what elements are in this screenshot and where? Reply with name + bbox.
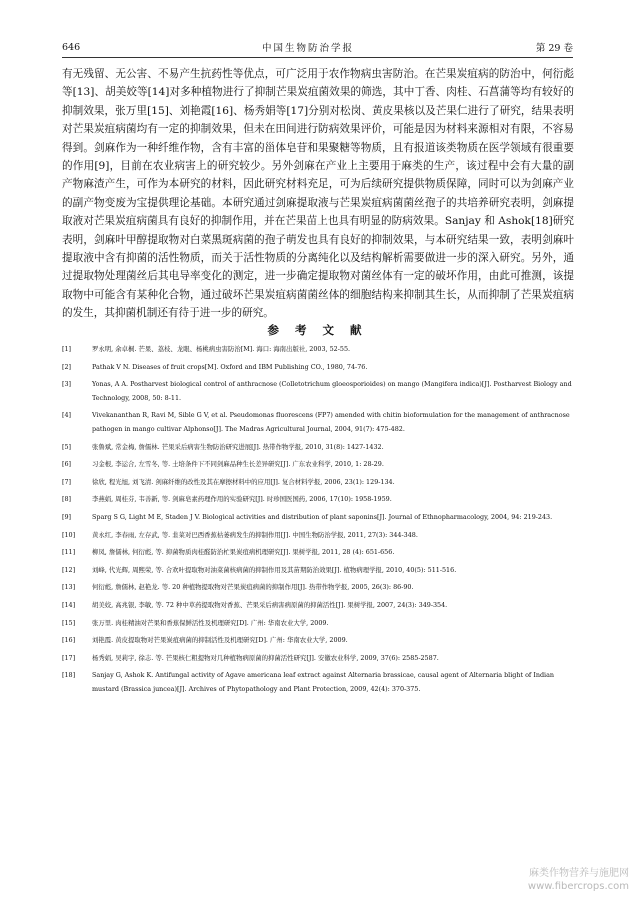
reference-text: 刘峰, 代光辉, 周熙荣, 等. 合欢叶提取物对油菜菌核病菌的抑制作用及其苗期防治效果[J]. 植物病理学报, 2010, 40(5): 511-516. bbox=[92, 565, 457, 574]
reference-text: 张鲁斌, 常金梅, 詹儒林. 芒果采后病害生物防治研究进展[J]. 热带作物学报, 2010, 31(8): 1427-1432. bbox=[92, 442, 384, 451]
discussion-text bbox=[62, 65, 574, 323]
reference-item bbox=[62, 458, 574, 472]
reference-item bbox=[62, 652, 574, 666]
reference-item bbox=[62, 546, 574, 560]
reference-item bbox=[62, 343, 574, 357]
reference-text: Pathak V N. Diseases of fruit crops[M]. Oxford and IBM Publishing CO., 1980, 74-76. bbox=[92, 362, 368, 371]
reference-text: Vivekananthan R, Ravi M, Sible G V, et al. Pseudomonas fluorescens (FP7) amended with chitin bioformulation for the management of anthracnose pathogen in mango cultivar Alphonso[J]. The Madras Agricultural Journal, 2004, 91(7): 475-482. bbox=[92, 411, 570, 433]
reference-text: Yonas, A A. Postharvest biological control of anthracnose (Colletotrichum gloeosporioides) on mango (Mangifera indica)[J]. Postharvest Biology and Technology, 2008, 50: 8-11. bbox=[92, 380, 572, 402]
reference-number: [14] bbox=[62, 600, 76, 609]
reference-text: 杨秀娟, 吴莉宇, 徐志. 等. 芒果核仁粗提物对几种植物病原菌的抑菌活性研究[J]. 安徽农业科学, 2009, 37(6): 2585-2587. bbox=[92, 653, 439, 662]
volume-label: 第 29 卷 bbox=[535, 43, 573, 54]
journal-title: 中国生物防治学报 bbox=[261, 43, 354, 54]
reference-number: [16] bbox=[62, 636, 76, 645]
reference-item bbox=[62, 581, 574, 595]
reference-item bbox=[62, 564, 574, 578]
reference-number: [10] bbox=[62, 530, 76, 539]
reference-item bbox=[62, 617, 574, 631]
reference-item bbox=[62, 378, 574, 405]
watermark-site-name: 麻类作物营养与施肥网 bbox=[529, 868, 629, 879]
reference-item bbox=[62, 409, 574, 436]
reference-list bbox=[62, 343, 574, 700]
reference-number: [15] bbox=[62, 618, 76, 627]
site-watermark bbox=[528, 867, 629, 893]
reference-item bbox=[62, 441, 574, 455]
reference-number: [4] bbox=[62, 411, 72, 420]
reference-number: [3] bbox=[62, 380, 72, 389]
reference-number: [12] bbox=[62, 565, 76, 574]
reference-item bbox=[62, 493, 574, 507]
reference-item bbox=[62, 669, 574, 696]
header-rule bbox=[62, 57, 573, 58]
reference-number: [8] bbox=[62, 495, 72, 504]
reference-item bbox=[62, 361, 574, 375]
reference-text: Sanjay G, Ashok K. Antifungal activity of Agave americana leaf extract against Alternaria brassicae, causal agent of Alternaria blight of Indian mustard (Brassica juncea)[J]. Archives of Phytopathology and Plant Protection, 2009, 42(4): 370-375. bbox=[92, 671, 555, 693]
reference-item bbox=[62, 511, 574, 525]
reference-text: 柳凤, 詹儒林, 何衍彪, 等. 抑菌物质肉桂醛防治杧果炭疽病机理研究[J]. 果树学报, 2011, 28 (4): 651-656. bbox=[92, 548, 395, 557]
reference-text: 习金根, 李运合, 左雪冬, 等. 土培条件下不同剑麻品种生长差异研究[J]. 广东农业科学, 2010, 1: 28-29. bbox=[92, 460, 384, 469]
reference-text: 张万里. 肉桂精油对芒果和香蕉保鲜活性及机理研究[D]. 广州: 华南农业大学, 2009. bbox=[92, 618, 329, 627]
reference-number: [2] bbox=[62, 362, 72, 371]
reference-item bbox=[62, 476, 574, 490]
reference-text: 何衍彪, 詹儒林, 赵艳龙. 等. 20 种植物提取物对芒果炭疽病菌的抑制作用[J]. 热带作物学报, 2005, 26(3): 86-90. bbox=[92, 583, 414, 592]
reference-text: 黄永红, 李春雨, 左存武, 等. 韭菜对巴西香蕉枯萎病发生的抑制作用[J]. 中国生物防治学报, 2011, 27(3): 344-348. bbox=[92, 530, 418, 539]
reference-item bbox=[62, 634, 574, 648]
reference-number: [6] bbox=[62, 460, 72, 469]
reference-text: Sparg S G, Light M E, Staden J V. Biological activities and distribution of plant saponins[J]. Journal of Ethnopharmacology, 2004, 94: 219-243. bbox=[92, 512, 553, 521]
reference-text: 罗永明, 余卓桐. 芒果、荔枝、龙眼、杨桃病虫害防治[M]. 海口: 海南出版社, 2003, 52-55. bbox=[92, 345, 351, 353]
reference-number: [1] bbox=[62, 345, 72, 353]
reference-item bbox=[62, 529, 574, 543]
reference-number: [7] bbox=[62, 477, 72, 486]
watermark-url: www.fibercrops.com bbox=[527, 881, 629, 892]
discussion-paragraph: 有无残留、无公害、不易产生抗药性等优点，可广泛用于农作物病虫害防治。在芒果炭疽病的防治中，何衍彪等[13]、胡美姣等[14]对多种植物进行了抑制芒果炭疽菌效果的筛选，其中丁香、肉桂、石菖蒲等均有较好的抑制效果，张万里[15]、刘艳霞[16]、杨秀娟等[17]分别对松岗、黄皮果核以及芒果仁进行了研究，结果表明对芒果炭疽病菌均有一定的抑制效果，但未在田间进行防病效果评价，可能是因为材料来源相对有限，不容易得到。剑麻作为一种纤维作物，含有丰富的甾体皂苷和果聚糖等物质，且有报道该类物质在医学领域有很重要的作用[9]，目前在农业病害上的研究较少。另外剑麻在产业上主要用于麻类的生产，该过程中会有大量的副产物麻渣产生，可作为本研究的材料，因此研究材料充足，可为后续研究提供物质保障，同时可以为剑麻产业的副产物变废为宝提供理论基础。本研究通过剑麻提取液与芒果炭疽病菌菌丝孢子的共培养研究表明，剑麻提取液对芒果炭疽病菌具有良好的抑制作用，并在芒果苗上也具有明显的防病效果。Sanjay 和 Ashok[18]研究表明，剑麻叶甲醇提取物对白菜黑斑病菌的孢子萌发也具有良好的抑制效果，与本研究结果一致，表明剑麻叶提取液中含有抑菌的活性物质，而关于活性物质的分离纯化以及结构解析需要做进一步的深入研究。另外，通过提取物处理菌丝后其电导率变化的测定，进一步确定提取物对菌丝体有一定的破坏作用，由此可推测，该提取物中可能含有某种化合物，通过破坏芒果炭疽病菌菌丝体的细胞结构来抑制其生长，从而抑制了芒果炭疽病的发生，其抑菌机制还有待于进一步的研究。 bbox=[62, 68, 574, 320]
reference-text: 徐欣, 程光旭, 刘飞清. 剑麻纤维的改性及其在摩擦材料中的应用[J]. 复合材料学报, 2006, 23(1): 129-134. bbox=[92, 477, 395, 486]
reference-text: 李燕娟, 周桂芬, 韦善新, 等. 剑麻皂素药理作用的实验研究[J]. 时珍国医国药, 2006, 17(10): 1958-1959. bbox=[92, 495, 392, 504]
reference-number: [13] bbox=[62, 583, 76, 592]
reference-text: 胡美姣, 高兆银, 李敏, 等. 72 种中草药提取物对香蕉、芒果采后病害病原菌的抑菌活性[J]. 果树学报, 2007, 24(3): 349-354. bbox=[92, 600, 448, 609]
reference-number: [5] bbox=[62, 442, 72, 451]
page-number: 646 bbox=[62, 41, 81, 53]
page-header bbox=[62, 40, 573, 54]
reference-text: 刘艳霞. 黄皮提取物对芒果炭疽病菌的抑制活性及机理研究[D]. 广州: 华南农业大学, 2009. bbox=[92, 636, 348, 645]
reference-number: [9] bbox=[62, 512, 72, 521]
reference-number: [17] bbox=[62, 653, 76, 662]
reference-number: [18] bbox=[62, 671, 76, 680]
reference-number: [11] bbox=[62, 548, 76, 557]
references-heading: 参 考 文 献 bbox=[267, 323, 368, 337]
reference-item bbox=[62, 599, 574, 613]
